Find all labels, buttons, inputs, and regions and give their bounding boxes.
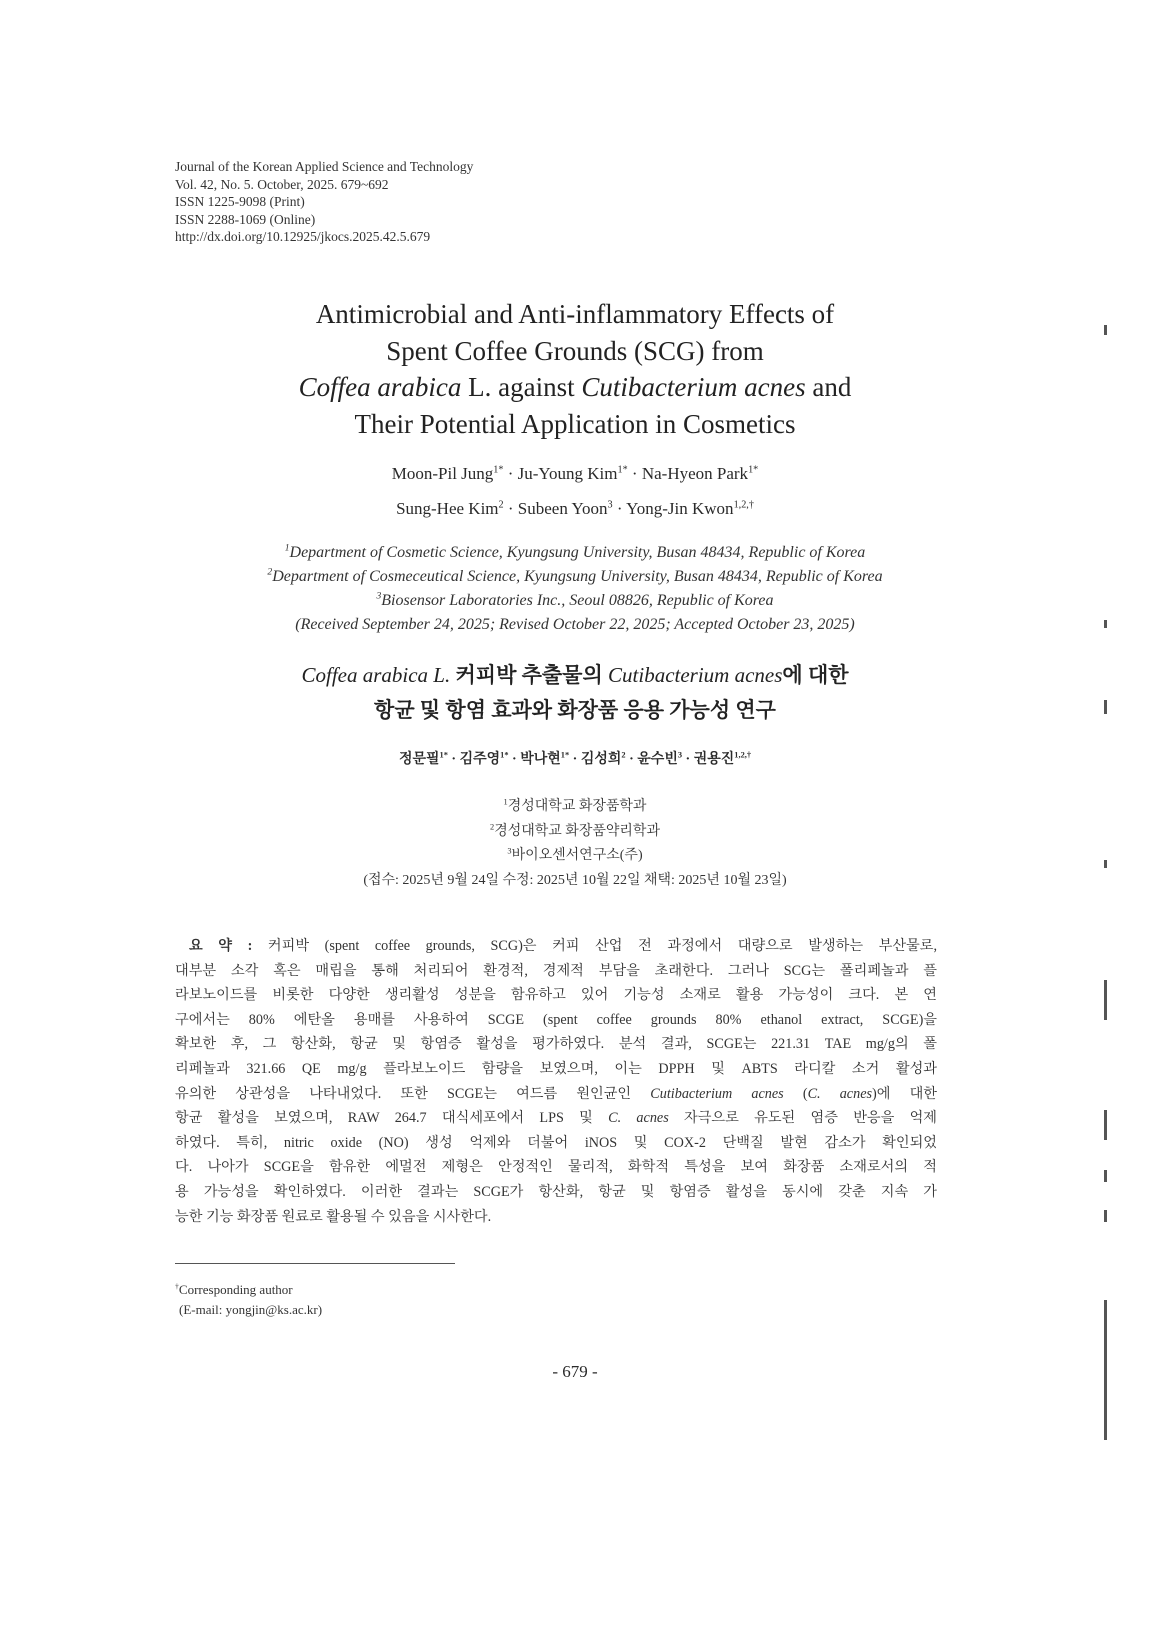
author-list <box>0 456 1150 526</box>
abstract-text: 다. 나아가 SCGE을 함유한 에멀전 제형은 안정적인 물리적, 화학적 특성을 보여 화장품 소재로서의 적 <box>175 1159 937 1176</box>
author: 박나현 <box>520 752 561 767</box>
title-line: Antimicrobial and Anti-inflammatory Effects of <box>315 299 835 329</box>
paper-title <box>0 296 1150 442</box>
author: Yong-Jin Kwon <box>626 499 734 518</box>
issn-online: ISSN 2288-1069 (Online) <box>175 211 316 227</box>
separator: · <box>503 499 518 518</box>
page-number: - 679 - <box>552 1362 598 1381</box>
abstract-line <box>175 983 937 1008</box>
journal-volume: Vol. 42, No. 5. October, 2025. 679~692 <box>175 176 389 192</box>
species-name: Coffea arabica L. <box>301 663 451 687</box>
journal-header <box>175 158 473 246</box>
abstract-line <box>175 934 937 959</box>
affiliation: $^1$Department of Cosmetic Science, Kyungsung University, Busan 48434, Republic of Korea <box>284 542 866 561</box>
affiliation: $^2$경성대학교 화장품약리학과 <box>490 821 660 839</box>
abstract-label: 요 약 : <box>189 938 268 954</box>
title-line: Their Potential Application in Cosmetics <box>354 408 796 439</box>
title-text: L. against <box>461 372 582 402</box>
abstract-text: )에 대한 <box>872 1085 937 1102</box>
abstract-line <box>175 1032 937 1057</box>
received-dates-korean: (접수: 2025년 9월 24일 수정: 2025년 10월 22일 채택: 2025년 10월 23일) <box>363 872 787 888</box>
title-line: Spent Coffee Grounds (SCG) from <box>386 335 764 366</box>
abstract-line <box>175 959 937 984</box>
separator: · <box>612 499 627 518</box>
abstract-text: 유의한 상관성을 나타내었다. 또한 SCGE는 여드름 원인균인 <box>175 1085 651 1102</box>
title-text: 커피박 추출물의 <box>450 663 609 687</box>
abstract-line <box>175 1180 937 1205</box>
title-line: 항균 및 항염 효과와 화장품 응용 가능성 연구 <box>374 698 776 722</box>
abstract-text: 라보노이드를 비롯한 다양한 생리활성 성분을 함유하고 있어 기능성 소재로 활용 가능성이 크다. 본 연 <box>175 987 937 1004</box>
abstract-text: 구에서는 80% 에탄올 용매를 사용하여 SCGE (spent coffee grounds 80% ethanol extract, SCGE)을 <box>175 1011 937 1028</box>
abstract-line <box>175 1106 937 1131</box>
korean-title <box>0 658 1150 728</box>
abstract-line <box>175 1205 937 1230</box>
doi-link[interactable]: http://dx.doi.org/10.12925/jkocs.2025.42.5.679 <box>175 229 431 244</box>
author-sup: 1* <box>748 464 759 476</box>
abstract-text: 커피박 (spent coffee grounds, SCG)은 커피 산업 전 과정에서 대량으로 발생하는 부산물로, <box>267 938 937 954</box>
footnote <box>175 1280 322 1320</box>
species-name: Coffea arabica <box>298 372 462 402</box>
abstract-text: ( <box>783 1085 808 1102</box>
author: 김주영 <box>459 752 501 767</box>
species-name: C. acnes <box>608 1110 669 1127</box>
affiliations <box>0 541 1150 637</box>
separator: · <box>503 464 518 483</box>
species-name: Cutibacterium acnes <box>608 663 783 687</box>
abstract-text: 용 가능성을 확인하였다. 이러한 결과는 SCGE가 항산화, 항균 및 항염증 활성을 동시에 갖춘 지속 가 <box>175 1183 937 1200</box>
abstract-line <box>175 1082 937 1107</box>
received-dates: (Received September 24, 2025; Revised October 22, 2025; Accepted October 23, 2025) <box>295 616 855 633</box>
species-name: Cutibacterium acnes <box>581 372 806 402</box>
dagger-mark: † <box>175 1281 179 1291</box>
author: 권용진 <box>693 752 735 767</box>
author-sup: 1,2,† <box>733 499 754 511</box>
abstract-line <box>175 1131 937 1156</box>
author: Moon-Pil Jung <box>391 464 494 483</box>
author: Na-Hyeon Park <box>641 464 749 483</box>
author: Ju-Young Kim <box>517 464 618 483</box>
author: Sung-Hee Kim <box>396 499 499 518</box>
author-sup: 1* <box>617 464 628 476</box>
footnote-divider <box>175 1263 455 1264</box>
author-sup: 3 <box>607 499 613 511</box>
journal-name: Journal of the Korean Applied Science and Technology <box>175 159 474 174</box>
author-sup: 2 <box>498 499 504 511</box>
abstract-text: 자극으로 유도된 염증 반응을 억제 <box>668 1110 937 1127</box>
author-email: (E-mail: yongjin@ks.ac.kr) <box>179 1302 323 1317</box>
title-line <box>0 369 1150 406</box>
abstract-line <box>175 1008 937 1033</box>
abstract-line <box>175 1155 937 1180</box>
author: 김성희 <box>580 752 622 767</box>
abstract-text: 대부분 소각 혹은 매립을 통해 처리되어 환경적, 경제적 부담을 초래한다. 그러나 SCG는 폴리페놀과 플 <box>175 962 937 979</box>
abstract-text: 능한 기능 화장품 원료로 활용될 수 있음을 시사한다. <box>175 1208 492 1225</box>
abstract-text: 리페놀과 321.66 QE mg/g 플라보노이드 함량을 보였으며, 이는 DPPH 및 ABTS 라디칼 소거 활성과 <box>175 1060 937 1077</box>
author: Subeen Yoon <box>517 499 608 518</box>
species-name: C. acnes <box>807 1085 873 1102</box>
species-name: Cutibacterium acnes <box>650 1085 784 1102</box>
author: 윤수빈 <box>637 752 678 767</box>
abstract-text: 항균 활성을 보였으며, RAW 264.7 대식세포에서 LPS 및 <box>175 1110 609 1127</box>
affiliation: $^1$경성대학교 화장품학과 <box>503 797 647 814</box>
author: 정문필 <box>398 752 440 767</box>
author-sup: 1* <box>493 464 504 476</box>
abstract-text: 확보한 후, 그 항산화, 항균 및 항염증 활성을 평가하였다. 분석 결과, SCGE는 221.31 TAE mg/g의 폴 <box>175 1036 937 1053</box>
corresponding-author: Corresponding author <box>178 1282 293 1297</box>
separator: · <box>627 464 642 483</box>
korean-affiliations <box>0 795 1150 893</box>
affiliation: $^3$Biosensor Laboratories Inc., Seoul 08826, Republic of Korea <box>376 590 774 609</box>
issn-print: ISSN 1225-9098 (Print) <box>175 194 305 209</box>
title-text: 에 대한 <box>782 663 849 687</box>
abstract-line <box>175 1057 937 1082</box>
abstract-text: 하였다. 특히, nitric oxide (NO) 생성 억제와 더불어 iNOS 및 COX-2 단백질 발현 감소가 확인되었 <box>175 1134 937 1151</box>
affiliation: $^2$Department of Cosmeceutical Science, Kyungsung University, Busan 48434, Republic of Korea <box>267 566 883 585</box>
title-text: and <box>805 372 852 402</box>
abstract <box>175 934 937 1229</box>
korean-author-list: 정문필$^{1*}$ · 김주영$^{1*}$ · 박나현$^{1*}$ · 김성희$^2$ · 윤수빈$^3$ · 권용진$^{1,2,\dagger}$ <box>398 750 752 767</box>
affiliation: $^3$바이오센서연구소(주) <box>507 846 643 863</box>
